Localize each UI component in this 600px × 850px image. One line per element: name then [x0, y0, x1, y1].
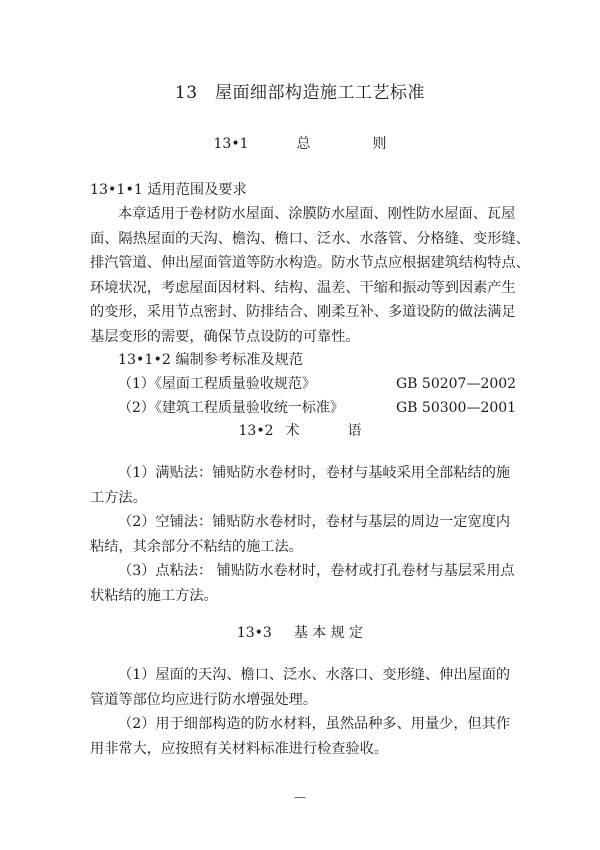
rule-item [90, 712, 510, 761]
subsection-heading-references [90, 348, 510, 373]
page-number: — [294, 790, 306, 804]
text-line: （2）用于细部构造的防水材料，虽然品种多、用量少，但其作 [118, 716, 511, 732]
text-line: 面、隔热屋面的天沟、檐沟、檐口、泛水、水落管、分格缝、变形缝、 [90, 230, 530, 247]
text-line: 工方法。 [90, 489, 147, 506]
chapter-title: 13 屋面细部构造施工工艺标准 [174, 83, 426, 103]
term-item [90, 559, 515, 608]
section-heading-basic [0, 622, 600, 642]
subsection-heading-text: 13•1•2 编制参考标准及规范 [118, 352, 304, 368]
scope-paragraph [90, 202, 530, 349]
text-line: 排汽管道、伸出屋面管道等防水构造。防水节点应根据建筑结构特点、 [90, 255, 530, 271]
text-line: （1）满贴法：铺贴防水卷材时，卷材与基岐采用全部粘结的施 [118, 465, 511, 481]
section-heading-general [0, 133, 600, 153]
section-number: 13•2 [238, 423, 274, 439]
text-line: （2）空铺法：铺贴防水卷材时，卷材与基层的周边一定宽度内 [118, 514, 511, 530]
text-line: 环境状况，考虑屋面因材料、结构、温差、干缩和振动等到因素产生 [90, 279, 516, 296]
term-item [90, 510, 510, 559]
text-line: 粘结，其余部分不粘结的施工法。 [90, 538, 303, 555]
term-item [90, 461, 510, 510]
text-line: 基层变形的需要，确保节点设防的可靠性。 [90, 328, 360, 345]
section-number: 13•1 [213, 136, 249, 152]
section-word-1: 总 [296, 136, 311, 152]
reference-code: GB 50300—2001 [396, 400, 517, 416]
section-word-2: 则 [372, 136, 387, 152]
subsection-heading-scope: 13•1•1 适用范围及要求 [90, 182, 247, 198]
text-line: 的变形，采用节点密封、防排结合、刚柔互补、多道设防的做法满足 [90, 304, 516, 320]
text-line: 用非常大，应按照有关材料标准进行检查验收。 [90, 740, 388, 757]
section-title: 基 本 规 定 [293, 625, 364, 641]
reference-item [90, 372, 517, 397]
rule-item [90, 663, 510, 712]
reference-code: GB 50207—2002 [396, 376, 517, 392]
section-number: 13•3 [236, 625, 272, 641]
text-line: （1）屋面的天沟、檐口、泛水、水落口、变形缝、伸出屋面的 [118, 667, 511, 683]
text-line: 管道等部位均应进行防水增强处理。 [90, 691, 318, 708]
section-word-2: 语 [347, 423, 362, 439]
reference-title: （1）《屋面工程质量验收规范》 [118, 376, 316, 392]
text-line: （3）点粘法： 铺贴防水卷材时，卷材或打孔卷材与基层采用点 [118, 563, 515, 579]
text-line: 状粘结的施工方法。 [90, 587, 218, 604]
section-word-1: 术 [285, 423, 300, 439]
reference-item [90, 396, 517, 421]
section-heading-terms [0, 420, 600, 440]
reference-title: （2）《建筑工程质量验收统一标准》 [118, 400, 344, 416]
text-line: 本章适用于卷材防水屋面、涂膜防水屋面、刚性防水屋面、瓦屋 [118, 206, 516, 222]
